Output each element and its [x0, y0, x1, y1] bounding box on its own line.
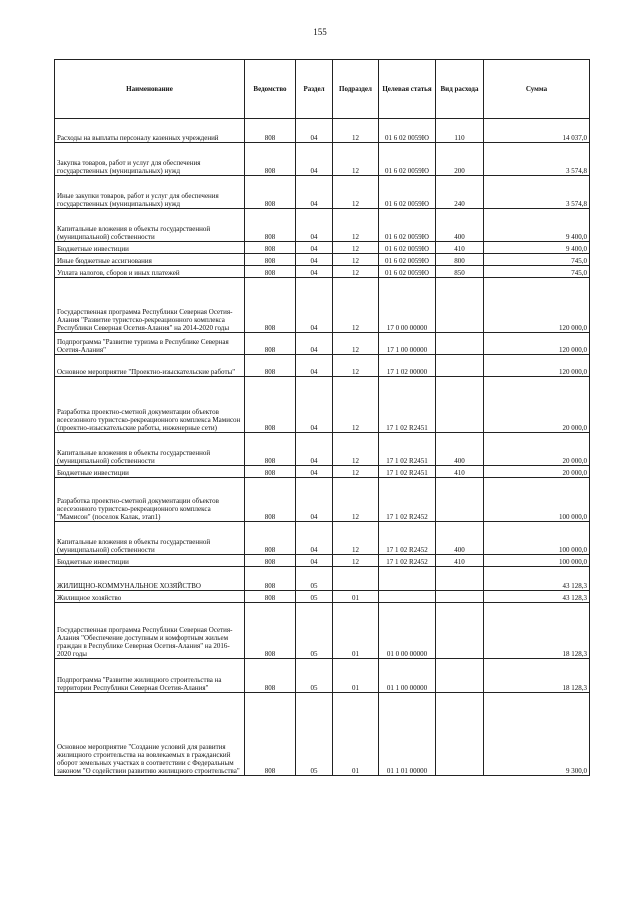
cell-section: 04 — [296, 466, 333, 478]
cell-dept: 808 — [245, 254, 296, 266]
table-row — [55, 266, 590, 278]
table-row — [55, 522, 590, 555]
cell-type: 200 — [436, 143, 484, 176]
cell-name: Иные бюджетные ассигнования — [55, 254, 245, 266]
cell-target: 01 6 02 0059Ю — [379, 119, 436, 143]
cell-subsection: 12 — [333, 522, 379, 555]
cell-dept: 808 — [245, 555, 296, 567]
cell-name: Уплата налогов, сборов и иных платежей — [55, 266, 245, 278]
cell-dept: 808 — [245, 603, 296, 659]
cell-sum: 745,0 — [484, 254, 590, 266]
cell-dept: 808 — [245, 591, 296, 603]
cell-dept: 808 — [245, 278, 296, 333]
cell-section: 04 — [296, 355, 333, 377]
cell-name: Жилищное хозяйство — [55, 591, 245, 603]
cell-type: 410 — [436, 466, 484, 478]
cell-section: 04 — [296, 143, 333, 176]
cell-sum: 100 000,0 — [484, 478, 590, 522]
cell-subsection: 12 — [333, 377, 379, 433]
cell-target: 17 0 00 00000 — [379, 278, 436, 333]
cell-name: Бюджетные инвестиции — [55, 242, 245, 254]
cell-type: 400 — [436, 522, 484, 555]
table-header-row — [55, 60, 590, 119]
cell-subsection: 01 — [333, 693, 379, 776]
table-row — [55, 355, 590, 377]
cell-subsection: 12 — [333, 176, 379, 209]
cell-dept: 808 — [245, 176, 296, 209]
table-row — [55, 603, 590, 659]
cell-subsection: 12 — [333, 143, 379, 176]
cell-type: 800 — [436, 254, 484, 266]
cell-sum: 100 000,0 — [484, 555, 590, 567]
cell-type: 410 — [436, 242, 484, 254]
cell-subsection: 12 — [333, 242, 379, 254]
cell-target: 01 6 02 0059Ю — [379, 143, 436, 176]
cell-type — [436, 591, 484, 603]
cell-section: 04 — [296, 176, 333, 209]
cell-section: 04 — [296, 478, 333, 522]
cell-name: Разработка проектно-сметной документации объектов всесезонного туристско-рекреационного комплекса "Мамисон" (поселок Калак, этап1) — [55, 478, 245, 522]
cell-section: 04 — [296, 377, 333, 433]
cell-sum: 14 037,0 — [484, 119, 590, 143]
cell-sum: 43 128,3 — [484, 567, 590, 591]
cell-target: 01 1 00 00000 — [379, 659, 436, 693]
cell-name: Основное мероприятие "Проектно-изыскательские работы" — [55, 355, 245, 377]
cell-section: 05 — [296, 693, 333, 776]
table-row — [55, 693, 590, 776]
cell-subsection: 12 — [333, 266, 379, 278]
table-row — [55, 478, 590, 522]
cell-section: 04 — [296, 266, 333, 278]
cell-dept: 808 — [245, 377, 296, 433]
cell-name: Закупка товаров, работ и услуг для обеспечения государственных (муниципальных) нужд — [55, 143, 245, 176]
cell-name: Государственная программа Республики Северная Осетия-Алания "Обеспечение доступным и комфортным жильем граждан в Республике Северная Осетия-Алания" на 2016-2020 годы — [55, 603, 245, 659]
cell-type: 110 — [436, 119, 484, 143]
header-section: Раздел — [296, 60, 333, 119]
cell-name: Подпрограмма "Развитие туризма в Республике Северная Осетия-Алания" — [55, 333, 245, 355]
cell-section: 05 — [296, 603, 333, 659]
cell-section: 05 — [296, 567, 333, 591]
cell-section: 04 — [296, 209, 333, 242]
cell-dept: 808 — [245, 242, 296, 254]
cell-dept: 808 — [245, 119, 296, 143]
table-row — [55, 466, 590, 478]
cell-name: Бюджетные инвестиции — [55, 555, 245, 567]
header-sum: Сумма — [484, 60, 590, 119]
cell-sum: 3 574,8 — [484, 143, 590, 176]
table-row — [55, 377, 590, 433]
cell-target: 01 1 01 00000 — [379, 693, 436, 776]
cell-sum: 20 000,0 — [484, 466, 590, 478]
cell-dept: 808 — [245, 466, 296, 478]
cell-target: 01 6 02 0059Ю — [379, 176, 436, 209]
cell-subsection: 01 — [333, 603, 379, 659]
cell-dept: 808 — [245, 143, 296, 176]
cell-sum: 18 128,3 — [484, 603, 590, 659]
cell-section: 04 — [296, 254, 333, 266]
cell-type: 410 — [436, 555, 484, 567]
cell-type — [436, 659, 484, 693]
header-name: Наименование — [55, 60, 245, 119]
cell-subsection: 01 — [333, 591, 379, 603]
table-row — [55, 333, 590, 355]
cell-sum: 120 000,0 — [484, 333, 590, 355]
cell-section: 04 — [296, 333, 333, 355]
cell-target: 01 6 02 0059Ю — [379, 254, 436, 266]
cell-name: Расходы на выплаты персоналу казенных учреждений — [55, 119, 245, 143]
cell-type — [436, 567, 484, 591]
table-row — [55, 567, 590, 591]
cell-target: 01 6 02 0059Ю — [379, 209, 436, 242]
table-row — [55, 278, 590, 333]
cell-name: Разработка проектно-сметной документации объектов всесезонного туристско-рекреационного комплекса Мамисон (проектно-изыскательские работы, инженерные сети) — [55, 377, 245, 433]
cell-name: Основное мероприятие "Создание условий для развития жилищного строительства на вовлекаемых в гражданский оборот земельных участках в соответствии с Федеральным законом "О содействии развитию жилищного строительства" — [55, 693, 245, 776]
cell-subsection: 12 — [333, 466, 379, 478]
cell-subsection: 12 — [333, 278, 379, 333]
cell-dept: 808 — [245, 333, 296, 355]
cell-target: 17 1 00 00000 — [379, 333, 436, 355]
cell-name: ЖИЛИЩНО-КОММУНАЛЬНОЕ ХОЗЯЙСТВО — [55, 567, 245, 591]
table-row — [55, 242, 590, 254]
cell-dept: 808 — [245, 355, 296, 377]
cell-sum: 43 128,3 — [484, 591, 590, 603]
cell-section: 05 — [296, 591, 333, 603]
cell-section: 04 — [296, 119, 333, 143]
cell-target: 01 0 00 00000 — [379, 603, 436, 659]
cell-type — [436, 278, 484, 333]
header-type: Вид расхода — [436, 60, 484, 119]
cell-target: 17 1 02 00000 — [379, 355, 436, 377]
cell-dept: 808 — [245, 209, 296, 242]
header-subsection: Подраздел — [333, 60, 379, 119]
cell-type — [436, 377, 484, 433]
cell-target: 17 1 02 R2452 — [379, 478, 436, 522]
page-number: 155 — [313, 27, 327, 37]
cell-sum: 120 000,0 — [484, 355, 590, 377]
cell-name: Капитальные вложения в объекты государственной (муниципальной) собственности — [55, 522, 245, 555]
cell-name: Иные закупки товаров, работ и услуг для обеспечения государственных (муниципальных) нужд — [55, 176, 245, 209]
cell-subsection: 12 — [333, 555, 379, 567]
header-dept: Ведомство — [245, 60, 296, 119]
cell-type — [436, 355, 484, 377]
cell-sum: 3 574,8 — [484, 176, 590, 209]
cell-section: 04 — [296, 278, 333, 333]
table-row — [55, 555, 590, 567]
cell-subsection: 12 — [333, 254, 379, 266]
cell-target: 01 6 02 0059Ю — [379, 242, 436, 254]
cell-sum: 20 000,0 — [484, 433, 590, 466]
budget-table — [54, 59, 590, 776]
cell-target — [379, 567, 436, 591]
cell-target — [379, 591, 436, 603]
cell-sum: 9 400,0 — [484, 242, 590, 254]
cell-sum: 100 000,0 — [484, 522, 590, 555]
cell-target: 01 6 02 0059Ю — [379, 266, 436, 278]
cell-type: 850 — [436, 266, 484, 278]
cell-name: Подпрограмма "Развитие жилищного строительства на территории Республики Северная Осетия-Алания" — [55, 659, 245, 693]
header-target: Целевая статья — [379, 60, 436, 119]
cell-type — [436, 693, 484, 776]
cell-sum: 9 300,0 — [484, 693, 590, 776]
cell-dept: 808 — [245, 266, 296, 278]
cell-subsection — [333, 567, 379, 591]
cell-dept: 808 — [245, 659, 296, 693]
cell-type: 240 — [436, 176, 484, 209]
cell-target: 17 1 02 R2452 — [379, 522, 436, 555]
cell-sum: 18 128,3 — [484, 659, 590, 693]
cell-sum: 9 400,0 — [484, 209, 590, 242]
cell-sum: 120 000,0 — [484, 278, 590, 333]
table-row — [55, 254, 590, 266]
cell-target: 17 1 02 R2451 — [379, 377, 436, 433]
cell-section: 04 — [296, 242, 333, 254]
cell-name: Капитальные вложения в объекты государственной (муниципальной) собственности — [55, 209, 245, 242]
cell-type: 400 — [436, 433, 484, 466]
cell-dept: 808 — [245, 522, 296, 555]
cell-name: Государственная программа Республики Северная Осетия-Алания "Развитие туристско-рекреационного комплекса Республики Северная Осетия-Алания" на 2014-2020 годы — [55, 278, 245, 333]
cell-type — [436, 333, 484, 355]
cell-subsection: 12 — [333, 478, 379, 522]
cell-section: 04 — [296, 433, 333, 466]
table-row — [55, 209, 590, 242]
cell-sum: 20 000,0 — [484, 377, 590, 433]
cell-type — [436, 603, 484, 659]
cell-type: 400 — [436, 209, 484, 242]
cell-dept: 808 — [245, 567, 296, 591]
cell-dept: 808 — [245, 693, 296, 776]
cell-subsection: 12 — [333, 119, 379, 143]
cell-name: Капитальные вложения в объекты государственной (муниципальной) собственности — [55, 433, 245, 466]
cell-dept: 808 — [245, 478, 296, 522]
cell-target: 17 1 02 R2451 — [379, 466, 436, 478]
cell-type — [436, 478, 484, 522]
table-row — [55, 143, 590, 176]
cell-subsection: 12 — [333, 209, 379, 242]
cell-section: 04 — [296, 555, 333, 567]
table-row — [55, 176, 590, 209]
table-row — [55, 591, 590, 603]
cell-sum: 745,0 — [484, 266, 590, 278]
cell-target: 17 1 02 R2451 — [379, 433, 436, 466]
cell-section: 04 — [296, 522, 333, 555]
cell-dept: 808 — [245, 433, 296, 466]
table-body — [55, 119, 590, 776]
table-row — [55, 659, 590, 693]
table-row — [55, 119, 590, 143]
cell-subsection: 12 — [333, 333, 379, 355]
cell-section: 05 — [296, 659, 333, 693]
table-row — [55, 433, 590, 466]
cell-subsection: 12 — [333, 355, 379, 377]
cell-name: Бюджетные инвестиции — [55, 466, 245, 478]
cell-subsection: 01 — [333, 659, 379, 693]
cell-subsection: 12 — [333, 433, 379, 466]
cell-target: 17 1 02 R2452 — [379, 555, 436, 567]
